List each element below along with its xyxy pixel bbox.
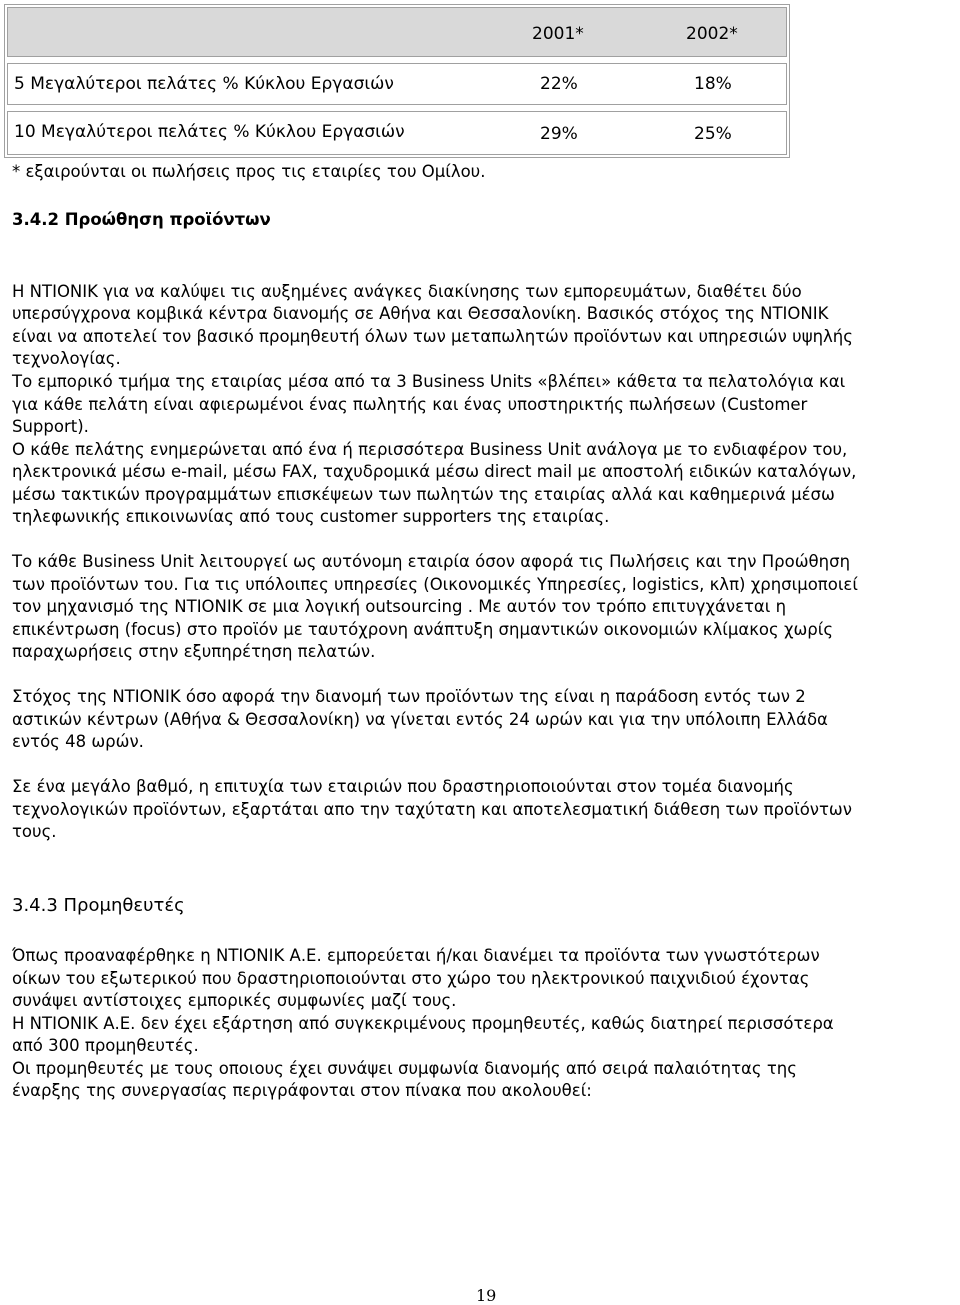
table-header-row (7, 7, 787, 57)
paragraph-line: τεχνολογικών προϊόντων, εξαρτάται απο την ταχύτατη και αποτελεσματική διάθεση των προϊόντων (12, 800, 852, 819)
paragraph-line: μέσω τακτικών προγραμμάτων επισκέψεων των πωλητών της εταιρίας αλλά και καθημερινά μέσω (12, 485, 835, 504)
paragraph-line: είναι να αποτελεί τον βασικό προμηθευτή όλων των μεταπωλητών προϊόντων και υπηρεσιών υψηλής (12, 327, 853, 346)
table-row (7, 63, 787, 105)
paragraph-line: Όπως προαναφέρθηκε η ΝΤΙΟΝΙΚ Α.Ε. εμπορεύεται ή/και διανέμει τα προϊόντα των γνωστότερων (12, 946, 820, 965)
paragraph-line: από 300 προμηθευτές. (12, 1036, 199, 1055)
table-footnote: * εξαιρούνται οι πωλήσεις προς τις εταιρίες του Ομίλου. (12, 162, 486, 181)
paragraph-line: αστικών κέντρων (Αθήνα & Θεσσαλονίκη) να γίνεται εντός 24 ωρών και για την υπόλοιπη Ελλάδα (12, 710, 828, 729)
row-label: 10 Μεγαλύτεροι πελάτες % Κύκλου Εργασιών (14, 122, 405, 142)
row-label: 5 Μεγαλύτεροι πελάτες % Κύκλου Εργασιών (14, 74, 394, 94)
paragraph-line: Το εμπορικό τμήμα της εταιρίας μέσα από τα 3 Business Units «βλέπει» κάθετα τα πελατολόγια και (12, 372, 846, 391)
page-number: 19 (476, 1286, 497, 1305)
section-heading-3-4-2: 3.4.2 Προώθηση προϊόντων (12, 210, 271, 229)
value-2001: 22% (540, 74, 578, 94)
paragraph-line: των προϊόντων του. Για τις υπόλοιπες υπηρεσίες (Οικονομικές Υπηρεσίες, logistics, κλπ) χρησιμοποιεί (12, 575, 858, 594)
paragraph-line: επικέντρωση (focus) στο προϊόν με ταυτόχρονη ανάπτυξη σημαντικών οικονομιών κλίμακος χωρίς (12, 620, 834, 639)
paragraph-line: Η ΝΤΙΟΝΙΚ για να καλύψει τις αυξημένες ανάγκες διακίνησης των εμπορευμάτων, διαθέτει δύο (12, 282, 802, 301)
paragraph-line: τηλεφωνικής επικοινωνίας από τους customer supporters της εταιρίας. (12, 507, 610, 526)
paragraph-line: Σε ένα μεγάλο βαθμό, η επιτυχία των εταιριών που δραστηριοποιούνται στον τομέα διανομής (12, 777, 794, 796)
paragraph-line: Η ΝΤΙΟΝΙΚ Α.Ε. δεν έχει εξάρτηση από συγκεκριμένους προμηθευτές, καθώς διατηρεί περισσότερα (12, 1014, 834, 1033)
paragraph-line: παραχωρήσεις στην εξυπηρέτηση πελατών. (12, 642, 376, 661)
paragraph-line: εντός 48 ωρών. (12, 732, 144, 751)
header-2002: 2002* (686, 24, 738, 44)
section-heading-3-4-3: 3.4.3 Προμηθευτές (12, 895, 185, 916)
paragraph-line: υπερσύγχρονα κομβικά κέντρα διανομής σε Αθήνα και Θεσσαλονίκη. Βασικός στόχος της ΝΤΙΟΝΙΚ (12, 304, 829, 323)
value-2001: 29% (540, 124, 578, 144)
paragraph-line: τους. (12, 822, 57, 841)
paragraph-line: τεχνολογίας. (12, 349, 121, 368)
paragraph-line: οίκων του εξωτερικού που δραστηριοποιούνται στο χώρο του ηλεκτρονικού παιχνιδιού έχοντας (12, 969, 810, 988)
table-row (7, 111, 787, 155)
value-2002: 25% (694, 124, 732, 144)
paragraph-line: Οι προμηθευτές με τους οποιους έχει συνάψει συμφωνία διανομής από σειρά παλαιότητας της (12, 1059, 797, 1078)
paragraph-line: Στόχος της ΝΤΙΟΝΙΚ όσο αφορά την διανομή των προϊόντων της είναι η παράδοση εντός των 2 (12, 687, 806, 706)
paragraph-line: για κάθε πελάτη είναι αφιερωμένοι ένας πωλητής και ένας υποστηρικτής πωλήσεων (Customer (12, 395, 808, 414)
paragraph-line: Το κάθε Business Unit λειτουργεί ως αυτόνομη εταιρία όσον αφορά τις Πωλήσεις και την Προώθηση (12, 552, 851, 571)
paragraph-line: Ο κάθε πελάτης ενημερώνεται από ένα ή περισσότερα Business Unit ανάλογα με το ενδιαφέρον του, (12, 440, 848, 459)
paragraph-line: έναρξης της συνεργασίας περιγράφονται στον πίνακα που ακολουθεί: (12, 1081, 592, 1100)
paragraph-line: ηλεκτρονικά μέσω e-mail, μέσω FAX, ταχυδρομικά μέσω direct mail με αποστολή ειδικών καταλόγων, (12, 462, 857, 481)
value-2002: 18% (694, 74, 732, 94)
header-2001: 2001* (532, 24, 584, 44)
stats-table (4, 4, 790, 158)
paragraph-line: συνάψει αντίστοιχες εμπορικές συμφωνίες μαζί τους. (12, 991, 457, 1010)
paragraph-line: τον μηχανισμό της ΝΤΙΟΝΙΚ σε μια λογική outsourcing . Με αυτόν τον τρόπο επιτυγχάνεται η (12, 597, 787, 616)
paragraph-line: Support). (12, 417, 89, 436)
